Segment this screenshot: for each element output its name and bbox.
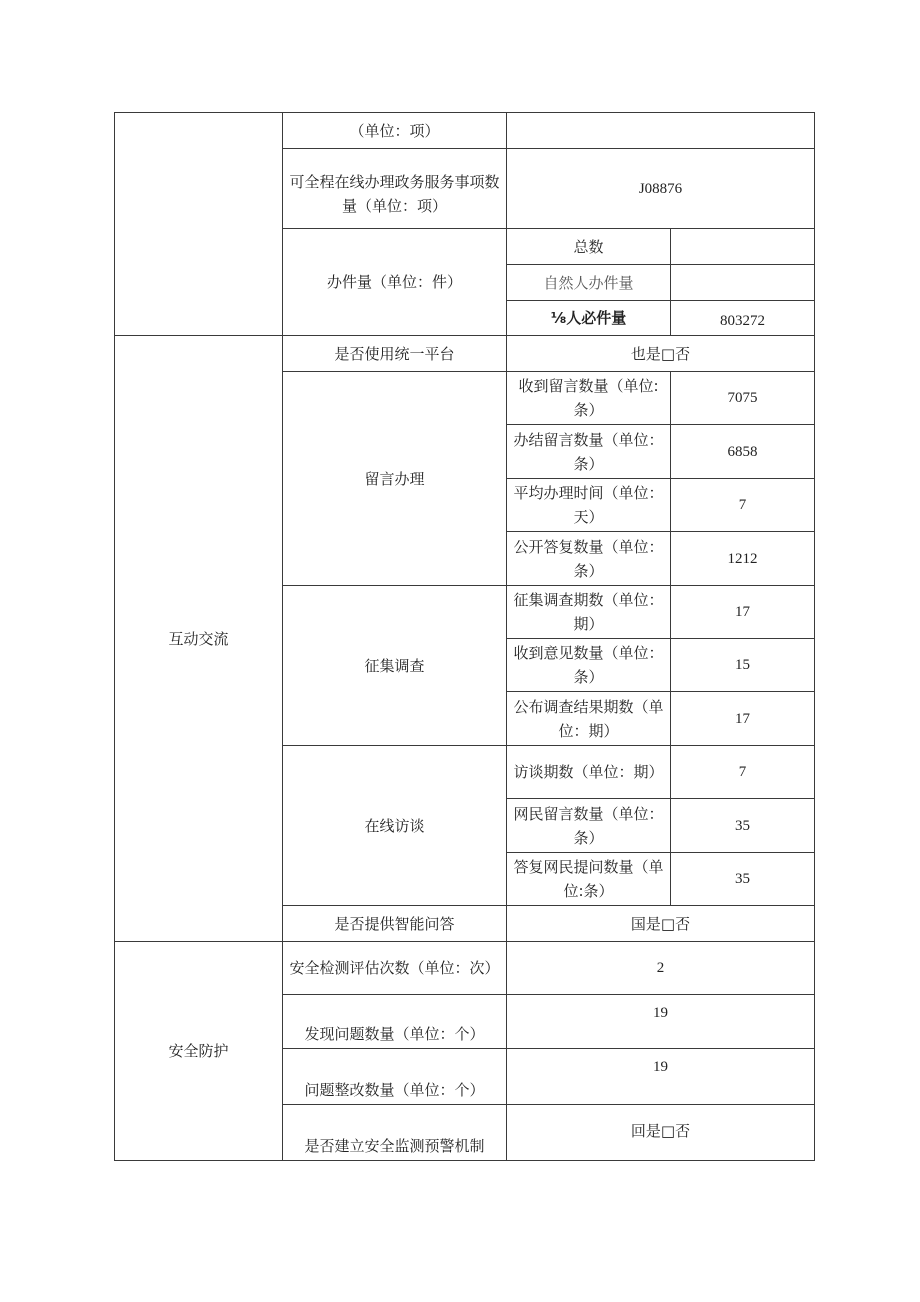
results-label: 公布调查结果期数（单位：期） bbox=[513, 697, 664, 740]
messages-label: 留言办理 bbox=[364, 469, 425, 488]
warning-value: 回是□否 bbox=[630, 1122, 691, 1140]
legal-label: ⅛人必件量 bbox=[550, 309, 627, 327]
received-label: 收到留言数量（单位:条） bbox=[518, 377, 659, 419]
smart-qa-value: 国是□否 bbox=[630, 914, 691, 933]
natural-value bbox=[671, 265, 814, 300]
full-online-value: J08876 bbox=[638, 180, 683, 197]
security-section-label: 安全防护 bbox=[168, 1042, 229, 1060]
eval-label: 安全检测评估次数（单位：次） bbox=[289, 959, 500, 977]
public-reply-label: 公开答复数量（单位：条） bbox=[513, 537, 664, 580]
unit-item-value bbox=[507, 113, 814, 148]
table-border-right bbox=[814, 112, 815, 1161]
survey-periods-value: 17 bbox=[735, 604, 750, 620]
survey-periods-label: 征集调查期数（单位：期） bbox=[513, 591, 664, 633]
total-value bbox=[671, 229, 814, 264]
fixed-label: 问题整改数量（单位：个） bbox=[304, 1081, 485, 1099]
finished-label: 办结留言数量（单位：条） bbox=[513, 430, 664, 473]
smart-qa-label: 是否提供智能问答 bbox=[334, 914, 455, 933]
fixed-value: 19 bbox=[653, 1059, 668, 1075]
natural-label: 自然人办件量 bbox=[543, 273, 634, 292]
opinions-value: 15 bbox=[735, 657, 750, 673]
interaction-section-label: 互动交流 bbox=[168, 629, 229, 648]
results-value: 17 bbox=[735, 710, 750, 727]
public-reply-value: 1212 bbox=[727, 550, 758, 567]
unified-platform-label: 是否使用统一平台 bbox=[334, 344, 455, 363]
talk-periods-value: 7 bbox=[738, 764, 747, 780]
reply-netizen-value: 35 bbox=[735, 871, 750, 887]
online-talk-label: 在线访谈 bbox=[364, 816, 425, 835]
avg-time-label: 平均办理时间（单位：天） bbox=[513, 484, 664, 526]
found-value: 19 bbox=[653, 1005, 668, 1021]
full-online-label: 可全程在线办理政务服务事项数量（单位：项） bbox=[289, 172, 500, 215]
cases-label: 办件量（单位：件） bbox=[326, 273, 462, 291]
received-value: 7075 bbox=[727, 390, 758, 406]
reply-netizen-label: 答复网民提问数量（单位:条） bbox=[513, 858, 664, 900]
found-label: 发现问题数量（单位：个） bbox=[304, 1025, 485, 1043]
talk-periods-label: 访谈期数（单位：期） bbox=[513, 763, 664, 781]
netizen-msg-label: 网民留言数量（单位：条） bbox=[513, 804, 664, 847]
unified-platform-value: 也是□否 bbox=[630, 344, 691, 363]
avg-time-value: 7 bbox=[738, 497, 747, 513]
unit-item-label: （单位：项） bbox=[349, 121, 440, 140]
survey-label: 征集调查 bbox=[364, 656, 425, 675]
table-border-bottom bbox=[114, 1160, 815, 1161]
netizen-msg-value: 35 bbox=[735, 817, 750, 834]
eval-value: 2 bbox=[656, 960, 665, 976]
warning-label: 是否建立安全监测预警机制 bbox=[304, 1137, 485, 1155]
finished-value: 6858 bbox=[727, 443, 758, 460]
total-label: 总数 bbox=[573, 237, 604, 256]
opinions-label: 收到意见数量（单位：条） bbox=[513, 644, 664, 686]
legal-value: 803272 bbox=[720, 313, 765, 329]
